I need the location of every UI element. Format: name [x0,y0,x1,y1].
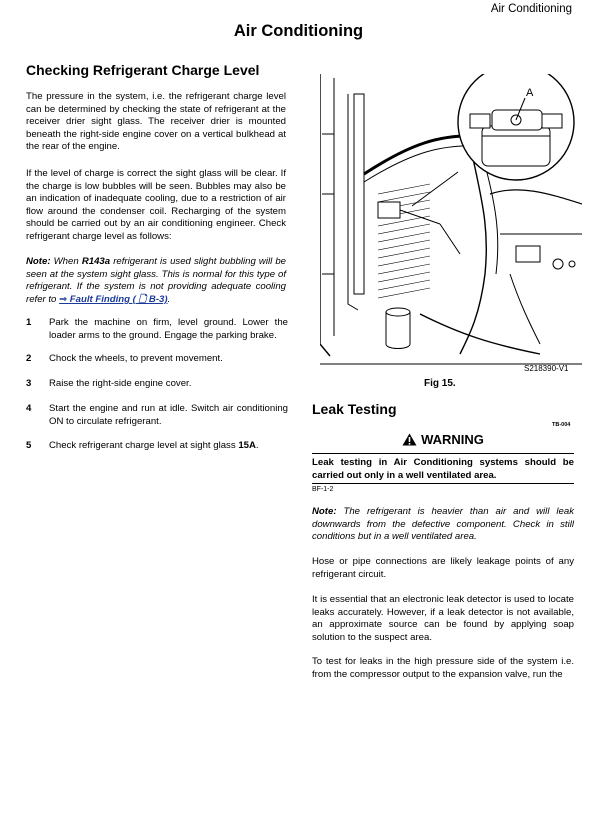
paragraph-charge: If the level of charge is correct the sight glass will be clear. If the charge is low bubbles will be seen. Bubbles may also be an indication of inadequate cooling, due to a restriction of air flow around the condenser coil. Recharging of the system should be carried out by an air conditioning engineer. Check refrigerant charge level as follows: [26,168,286,242]
warning-triangle-icon [402,433,417,446]
note-heavier-than-air [312,506,574,544]
paragraph-hose: Hose or pipe connections are likely leakage points of any refrigerant circuit. [312,556,574,580]
figure-engine-bay [320,74,582,374]
step-number: 2 [26,353,32,364]
note-end: . [167,293,171,305]
step-text-post: . [255,440,259,451]
step-number: 1 [26,317,32,328]
figure-caption: Fig 15. [424,378,456,389]
paragraph-high-pressure: To test for leaks in the high pressure side of the system i.e. from the compressor output to the expansion valve, run the [312,656,574,680]
note-label: Note: [26,256,51,267]
step-text: Park the machine on firm, level ground. Lower the loader arms to the ground. Engage the parking brake. [49,317,288,341]
step-1 [26,317,288,343]
fault-finding-link[interactable]: ⇒ Fault Finding ( 🗋 B-3) [59,293,168,305]
step-4 [26,403,288,429]
warning-code: BF-1-2 [312,486,334,493]
callout-a: A [526,87,534,99]
note-text-2: refrigerant is used slight bubbling will be seen at the system sight glass. This is normal for this type of refrigerant. If the system is not providing adequate cooling refer to [26,256,286,305]
step-text-pre: Check refrigerant charge level at sight glass [49,440,239,451]
note-text-1: When [50,256,82,267]
step-text: Chock the wheels, to prevent movement. [49,353,223,364]
warning-rule-bottom [312,483,574,484]
warning-rule-top [312,453,574,454]
tb-code: TB-004 [552,422,571,428]
figure-code: S218390-V1 [524,364,569,373]
note-r143a [26,256,286,306]
section-heading-charge-level: Checking Refrigerant Charge Level [26,62,260,78]
step-3 [26,378,288,392]
note-text: The refrigerant is heavier than air and will leak downwards from the defective component. Check in still conditions but in a well ventilated area. [312,506,574,543]
engine-bay-illustration [320,74,582,374]
page-title [0,22,613,41]
warning-title [312,432,574,447]
paragraph-leak-detector: It is essential that an electronic leak detector is used to locate leaks accurately. However, if a leak detector is not available, an approximate source can be found by applying soap solution to the suspect area. [312,594,574,643]
step-number: 3 [26,378,32,389]
running-header: Air Conditioning [490,3,572,15]
paragraph-pressure: The pressure in the system, i.e. the refrigerant charge level can be determined by checking the state of refrigerant at the receiver drier sight glass. The receiver drier is mounted beneath the right-side engine cover on a vertical bulkhead at the rear of the engine. [26,91,286,153]
step-number: 5 [26,440,32,451]
note-refrigerant: R143a [81,256,111,267]
step-text: Raise the right-side engine cover. [49,378,192,389]
note-label: Note: [312,506,337,517]
warning-title-text: WARNING [421,432,484,447]
step-2 [26,353,288,367]
page-title-text: Air Conditioning [233,22,364,40]
step-text [49,440,288,453]
step-5 [26,440,288,454]
warning-text: Leak testing in Air Conditioning systems should be carried out only in a well ventilated area. [312,457,574,481]
step-text: Start the engine and run at idle. Switch air conditioning ON to circulate refrigerant. [49,403,288,427]
step-number: 4 [26,403,32,414]
section-heading-leak-testing: Leak Testing [312,401,397,417]
step-ref-15a: 15A [238,440,256,451]
